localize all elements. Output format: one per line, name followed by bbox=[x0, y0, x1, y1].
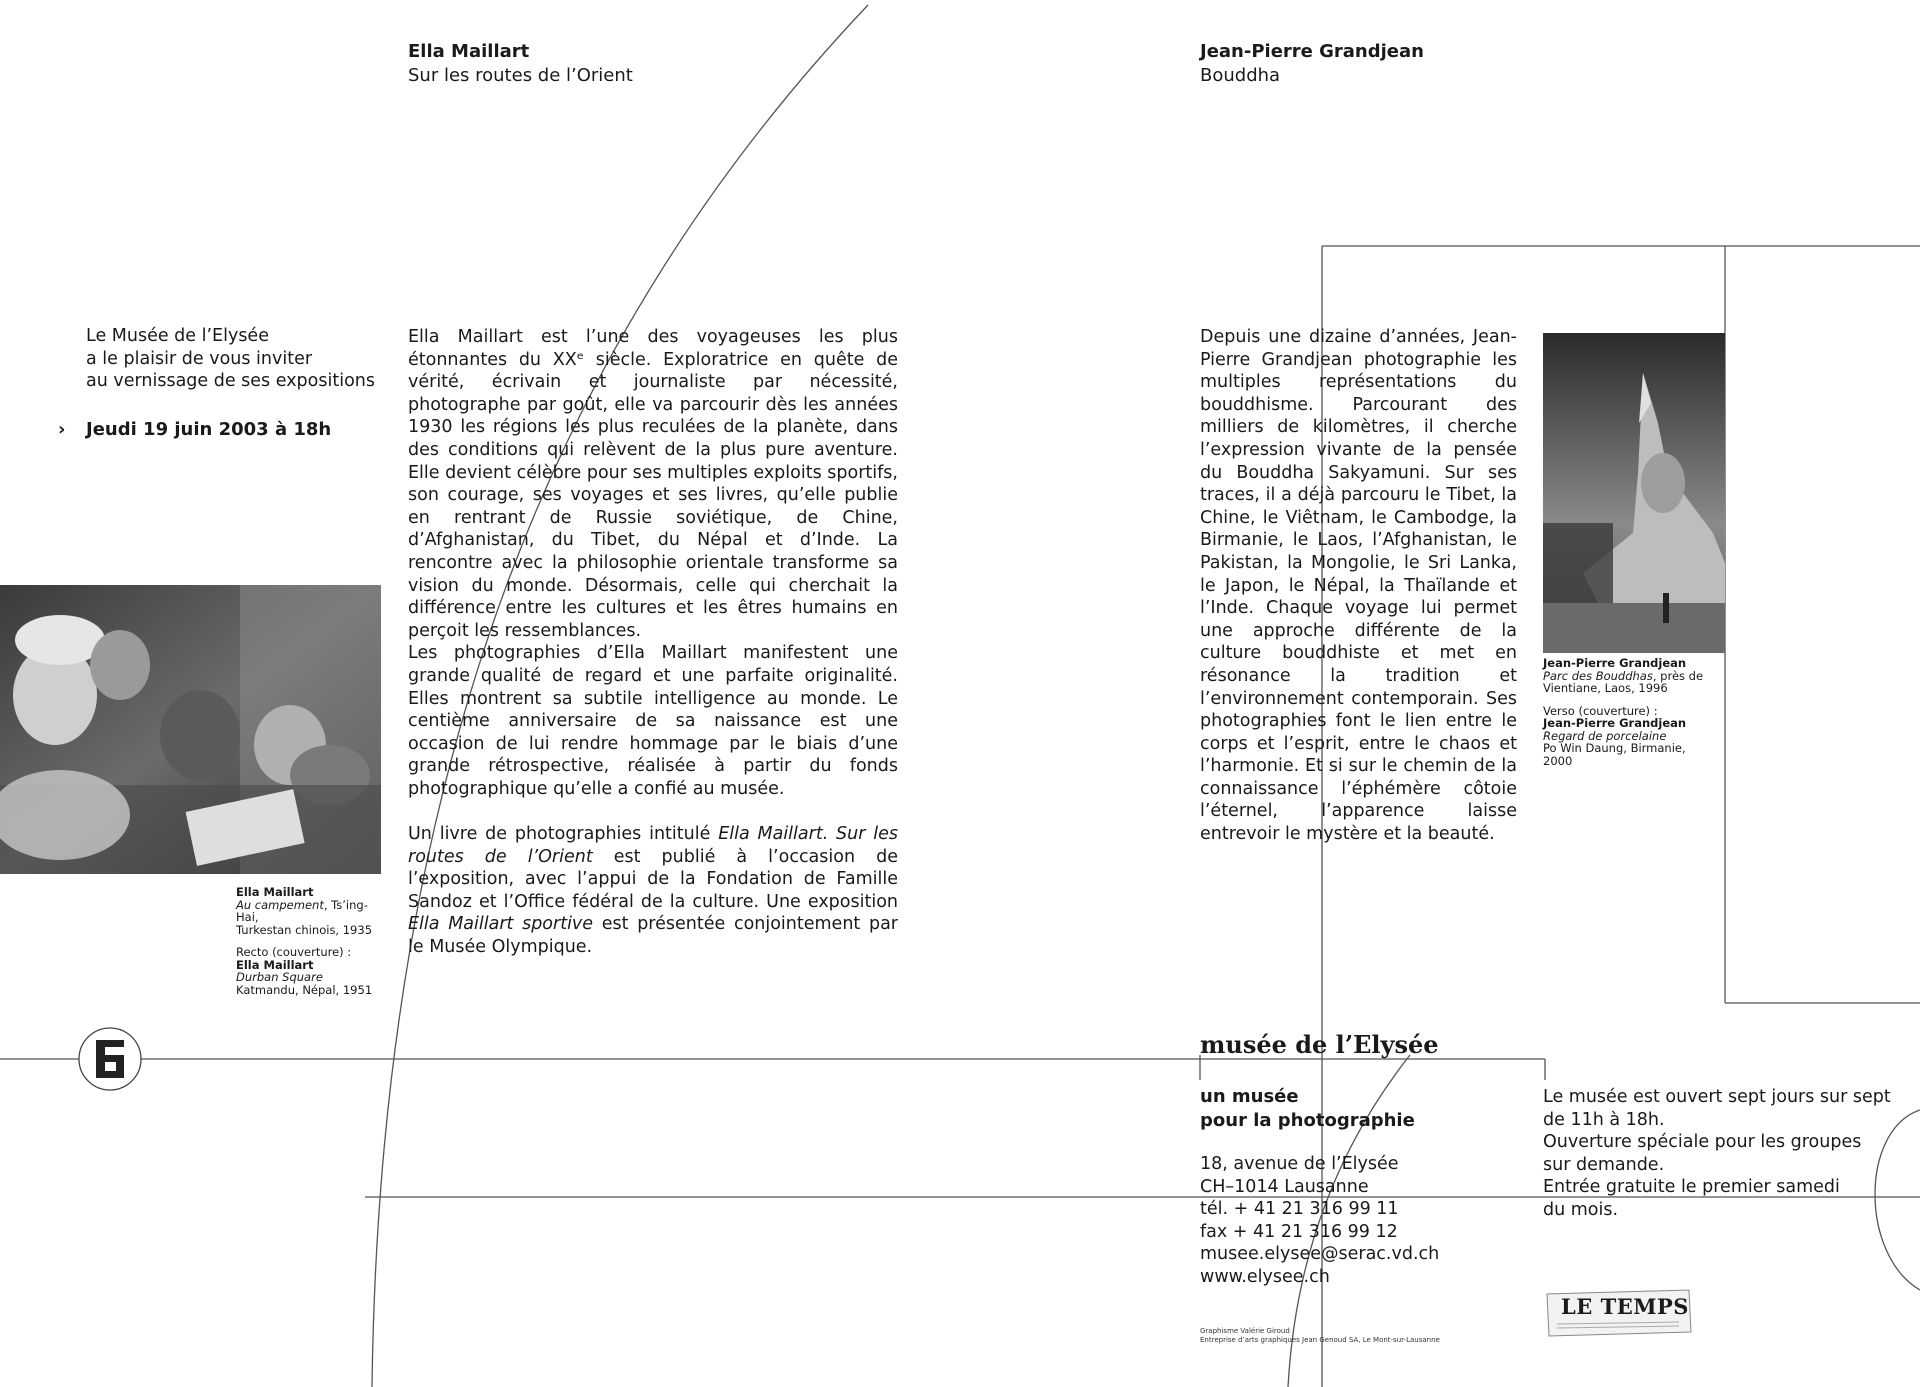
maillart-exhibition-title: Sur les routes de l’Orient bbox=[408, 65, 633, 86]
hours-line: du mois. bbox=[1543, 1199, 1619, 1220]
sponsor-name: LE TEMPS bbox=[1561, 1294, 1689, 1319]
grandjean-exhibition-title: Bouddha bbox=[1200, 65, 1281, 86]
tagline-line: pour la photographie bbox=[1200, 1110, 1415, 1131]
grandjean-caption bbox=[1543, 657, 1725, 767]
address-city: CH–1014 Lausanne bbox=[1200, 1176, 1369, 1197]
grandjean-photo bbox=[1543, 333, 1725, 653]
tagline-line: un musée bbox=[1200, 1086, 1299, 1107]
email-link[interactable]: musee.elysee@serac.vd.ch bbox=[1200, 1244, 1440, 1265]
caption-recto: Recto (couverture) : bbox=[236, 945, 352, 959]
exhibition-title: Ella Maillart sportive bbox=[408, 914, 594, 935]
maillart-paragraph: Les photographies d’Ella Maillart manifestent une grande qualité de regard et une parfaite originalité. Elles montrent sa subtile intelligence au monde. Le centième anniversaire de sa naissance est une occasion de lui rendre hommage par le biais d’une grande rétrospective, réalisée à partir du fonds photographique qu’elle a confié au musée. bbox=[408, 643, 898, 799]
caption-artist: Jean-Pierre Grandjean bbox=[1543, 716, 1687, 730]
caption-place-line: Vientiane, Laos, 1996 bbox=[1543, 681, 1668, 695]
date-text: Jeudi 19 juin 2003 à 18h bbox=[86, 419, 332, 440]
museum-hours bbox=[1543, 1086, 1891, 1222]
invitation-line: a le plaisir de vous inviter bbox=[86, 348, 313, 369]
caption-place-line: 2000 bbox=[1543, 753, 1573, 768]
fax-number: fax + 41 21 316 99 12 bbox=[1200, 1221, 1398, 1242]
caption-work: Regard de porcelaine bbox=[1543, 728, 1667, 743]
museum-logo: musée de l’Elysée bbox=[1200, 1030, 1439, 1059]
maillart-paragraph: Ella Maillart est l’une des voyageuses les plus étonnantes du XXᵉ siècle. Exploratrice en quête de vérité, écrivain et journaliste par nécessité, photographe par goût, elle va parcourir dès les années 1930 les régions les plus reculées de la planète, dans des conditions qui relèvent de la plus pure aventure. Elle devient célèbre pour ses multiples exploits sportifs, son courage, ses voyages et ses livres, qu’elle publie en rentrant de Russie soviétique, de Chine, d’Afghanistan, du Tibet, du Népal et d’Inde. La rencontre avec la philosophie orientale transforme sa vision du monde. Désormais, celle qui cherchait la différence entre les cultures et les êtres humains en perçoit les ressemblances. bbox=[408, 327, 898, 641]
hours-line: Entrée gratuite le premier samedi bbox=[1543, 1177, 1840, 1198]
invitation-line: au vernissage de ses expositions bbox=[86, 371, 375, 392]
caption-place: , Ts’ing-Hai, bbox=[236, 897, 368, 924]
caption-work: Durban Square bbox=[236, 970, 323, 984]
hours-line: Ouverture spéciale pour les groupes bbox=[1543, 1132, 1862, 1153]
caption-place-line: Katmandu, Népal, 1951 bbox=[236, 982, 373, 997]
caption-place-line: Po Win Daung, Birmanie, bbox=[1543, 741, 1686, 755]
grandjean-text bbox=[1200, 326, 1517, 846]
hours-line: Le musée est ouvert sept jours sur sept bbox=[1543, 1087, 1891, 1107]
credit-line: Graphisme Valérie Giroud bbox=[1200, 1327, 1290, 1335]
maillart-caption bbox=[236, 886, 386, 996]
address-street: 18, avenue de l’Elysée bbox=[1200, 1154, 1399, 1174]
caption-artist: Ella Maillart bbox=[236, 957, 314, 972]
elysee-emblem-icon bbox=[92, 1038, 128, 1080]
caption-artist: Jean-Pierre Grandjean bbox=[1543, 656, 1687, 670]
credit-line: Entreprise d’arts graphiques Jean Genoud SA, Le Mont-sur-Lausanne bbox=[1200, 1336, 1440, 1344]
le-temps-logo bbox=[1543, 1286, 1693, 1338]
left-header bbox=[408, 40, 633, 88]
hours-line: de 11h à 18h. bbox=[1543, 1109, 1665, 1130]
right-header bbox=[1200, 40, 1424, 88]
website-link[interactable]: www.elysee.ch bbox=[1200, 1266, 1330, 1287]
caption-artist: Ella Maillart bbox=[236, 885, 314, 899]
caption-place-line: Turkestan chinois, 1935 bbox=[236, 922, 373, 937]
museum-address bbox=[1200, 1153, 1439, 1289]
maillart-paragraph: Un livre de photographies intitulé Ella Maillart. Sur les routes de l’Orient est publié à l’occasion de l’exposition, avec l’appui de la Fondation de Famille Sandoz et l’Office fédéral de la culture. Une exposition Ella Maillart sportive est présentée conjointement par le Musée Olympique. bbox=[408, 824, 899, 958]
grandjean-name: Jean-Pierre Grandjean bbox=[1200, 41, 1424, 62]
caption-verso: Verso (couverture) : bbox=[1543, 703, 1658, 718]
print-credits bbox=[1200, 1327, 1440, 1345]
caption-work: Parc des Bouddhas bbox=[1543, 668, 1653, 683]
opening-date bbox=[58, 418, 331, 442]
phone-number: tél. + 41 21 316 99 11 bbox=[1200, 1199, 1399, 1220]
caption-work: Au campement bbox=[236, 897, 324, 912]
book-title: Ella Maillart. Sur les routes de l’Orient bbox=[408, 824, 899, 867]
hours-line: sur demande. bbox=[1543, 1154, 1665, 1175]
arrow-marker-icon: › bbox=[58, 419, 66, 440]
maillart-name: Ella Maillart bbox=[408, 41, 530, 62]
museum-tagline bbox=[1200, 1085, 1415, 1133]
maillart-photo bbox=[0, 585, 381, 874]
grandjean-paragraph: Depuis une dizaine d’années, Jean-Pierre Grandjean photographie les multiples représentations du bouddhisme. Parcourant des milliers de kilomètres, il cherche l’expression vivante de la pensée du Bouddha Sakyamuni. Sur ses traces, il a déjà parcouru le Tibet, la Chine, le Viêtnam, le Cambodge, la Birmanie, le Laos, l’Afghanistan, le Pakistan, la Mongolie, le Sri Lanka, le Japon, le Népal, la Thaïlande et l’Inde. Chaque voyage lui permet une approche différente de la culture bouddhiste et met en résonance la tradition et l’environnement contemporain. Ses photographies font le lien entre le corps et l’esprit, entre le chaos et l’harmonie. Et si sur le chemin de la connaissance l’éphémère côtoie l’éternel, l’apparence laisse entrevoir le mystère et la beauté. bbox=[1200, 327, 1517, 845]
caption-place: , près de bbox=[1652, 668, 1704, 683]
invitation-text bbox=[86, 325, 376, 393]
invitation-line: Le Musée de l’Elysée bbox=[86, 326, 269, 346]
maillart-text bbox=[408, 326, 898, 959]
